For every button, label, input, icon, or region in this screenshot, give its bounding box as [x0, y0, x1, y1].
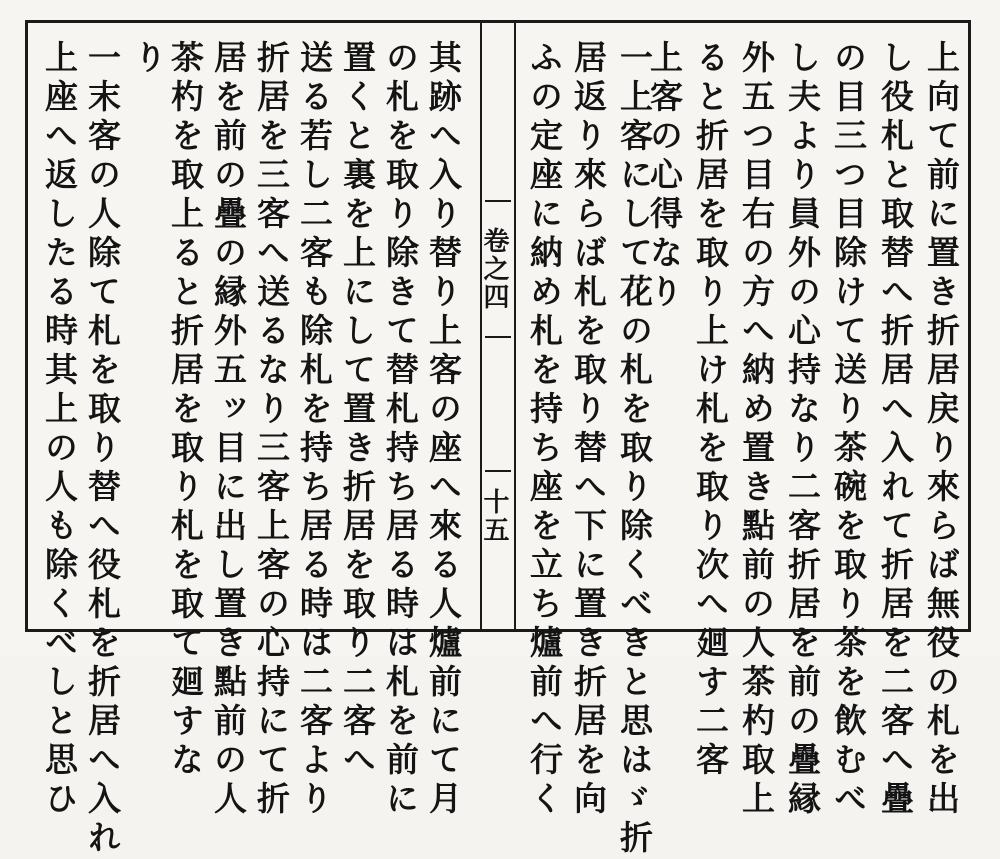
text-column: 一末客の人除て札を取り替へ役札を折居へ入れ — [83, 40, 122, 859]
gutter-rule-right — [514, 20, 516, 632]
text-column: 置くと裏を上にして置き折居を取り二客へ — [338, 40, 377, 781]
text-column: 居返り來らば札を取り替へ下に置き折居を向 — [569, 40, 608, 820]
text-column: の札を取り除きて替札持ち居る時は札を前に — [381, 40, 420, 820]
text-column: 一上客にして花の札を取り除くべきと思はゞ折 — [615, 40, 654, 859]
text-column: り — [129, 40, 168, 79]
text-column: の目三つ目除けて送り茶碗を取り茶を飲むべ — [829, 40, 868, 820]
text-column: ふの定座に納め札を持ち座を立ち爐前へ行く — [525, 40, 564, 820]
text-column: し夫より員外の心持なり二客折居を前の疊縁 — [783, 40, 822, 820]
text-column: ると折居を取り上け札を取り次へ廻す二客 — [691, 40, 730, 781]
page-number: 十五 — [479, 488, 509, 544]
text-column: 折居を三客へ送るなり三客上客の心持にて折 — [252, 40, 291, 820]
text-column: 上座へ返したる時其上の人も除くべしと思ひ — [40, 40, 79, 820]
text-column: 居を前の疊の縁外五ッ目に出し置き點前の人 — [209, 40, 248, 820]
gutter-divider — [485, 200, 511, 202]
text-column: 外五つ目右の方へ納め置き點前の人茶杓取上 — [737, 40, 776, 820]
text-column: し役札と取替へ折居へ入れて折居を二客へ疊 — [876, 40, 915, 820]
text-column: 其跡へ入り替り上客の座へ來る人爐前にて月 — [424, 40, 463, 820]
gutter-divider — [485, 336, 511, 338]
text-column: 送る若し二客も除札を持ち居る時は二客より — [295, 40, 334, 820]
gutter-divider — [485, 470, 511, 472]
text-column: 茶杓を取上ると折居を取り札を取て廻すな — [166, 40, 205, 781]
text-column: 上向て前に置き折居戻り來らば無役の札を出 — [922, 40, 961, 820]
text-column: 上客の心得なり — [645, 40, 684, 313]
chapter-title: 卷之四 — [479, 227, 509, 311]
